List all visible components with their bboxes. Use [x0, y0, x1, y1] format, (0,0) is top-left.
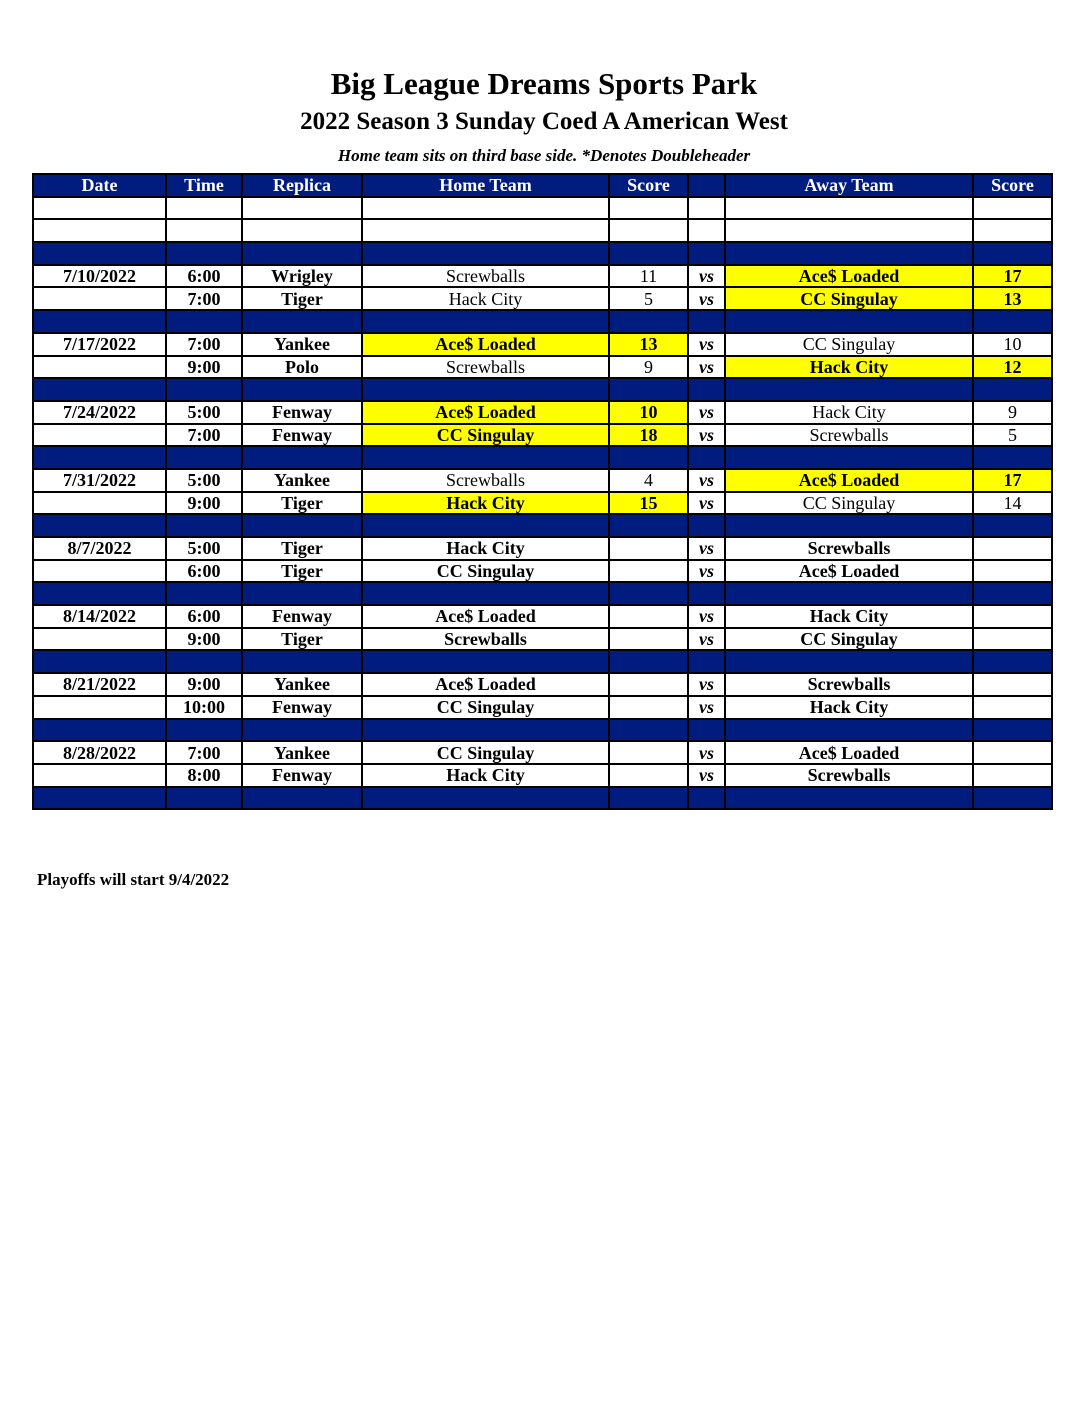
time-cell: 9:00 — [166, 673, 242, 696]
vs-cell: vs — [688, 424, 725, 447]
vs-cell: vs — [688, 605, 725, 628]
home-score-cell: 13 — [609, 333, 688, 356]
col-away-score: Score — [973, 174, 1052, 197]
home-score-cell: 15 — [609, 492, 688, 515]
time-cell: 7:00 — [166, 287, 242, 310]
col-time: Time — [166, 174, 242, 197]
away-score-cell — [973, 605, 1052, 628]
date-cell — [33, 287, 166, 310]
replica-cell: Fenway — [242, 424, 362, 447]
separator-row — [33, 514, 1052, 537]
away-team-cell: Ace$ Loaded — [725, 741, 973, 764]
date-cell: 8/21/2022 — [33, 673, 166, 696]
vs-cell: vs — [688, 764, 725, 787]
home-team-cell: Hack City — [362, 537, 609, 560]
vs-cell: vs — [688, 673, 725, 696]
away-team-cell: Ace$ Loaded — [725, 469, 973, 492]
home-team-cell: Ace$ Loaded — [362, 605, 609, 628]
away-score-cell: 10 — [973, 333, 1052, 356]
vs-cell: vs — [688, 401, 725, 424]
game-row — [33, 401, 1052, 424]
away-score-cell: 9 — [973, 401, 1052, 424]
vs-cell: vs — [688, 492, 725, 515]
home-score-cell — [609, 605, 688, 628]
replica-cell: Fenway — [242, 696, 362, 719]
time-cell: 7:00 — [166, 741, 242, 764]
replica-cell: Yankee — [242, 469, 362, 492]
home-team-cell: Ace$ Loaded — [362, 673, 609, 696]
home-team-cell: CC Singulay — [362, 424, 609, 447]
game-row — [33, 673, 1052, 696]
separator-row — [33, 446, 1052, 469]
replica-cell: Yankee — [242, 673, 362, 696]
home-score-cell: 11 — [609, 265, 688, 288]
game-row — [33, 469, 1052, 492]
vs-cell: vs — [688, 469, 725, 492]
replica-cell: Fenway — [242, 401, 362, 424]
separator-row — [33, 650, 1052, 673]
col-vs — [688, 174, 725, 197]
replica-cell: Tiger — [242, 287, 362, 310]
schedule-table — [32, 173, 1053, 810]
away-score-cell: 17 — [973, 469, 1052, 492]
date-cell — [33, 628, 166, 651]
date-cell: 8/7/2022 — [33, 537, 166, 560]
col-home-team: Home Team — [362, 174, 609, 197]
separator-row — [33, 242, 1052, 265]
date-cell: 8/14/2022 — [33, 605, 166, 628]
vs-cell: vs — [688, 696, 725, 719]
home-score-cell — [609, 741, 688, 764]
replica-cell: Tiger — [242, 537, 362, 560]
time-cell: 5:00 — [166, 401, 242, 424]
home-score-cell: 18 — [609, 424, 688, 447]
vs-cell: vs — [688, 560, 725, 583]
away-score-cell: 17 — [973, 265, 1052, 288]
game-row — [33, 492, 1052, 515]
time-cell: 6:00 — [166, 265, 242, 288]
home-score-cell: 9 — [609, 356, 688, 379]
vs-cell: vs — [688, 628, 725, 651]
time-cell: 7:00 — [166, 424, 242, 447]
page-subtitle: 2022 Season 3 Sunday Coed A American West — [300, 108, 788, 135]
home-score-cell: 10 — [609, 401, 688, 424]
home-score-cell — [609, 560, 688, 583]
col-home-score: Score — [609, 174, 688, 197]
away-team-cell: Ace$ Loaded — [725, 560, 973, 583]
home-score-cell: 5 — [609, 287, 688, 310]
time-cell: 6:00 — [166, 605, 242, 628]
schedule-note: Home team sits on third base side. *Denotes Doubleheader — [337, 146, 751, 165]
game-row — [33, 424, 1052, 447]
away-team-cell: Hack City — [725, 356, 973, 379]
date-cell: 8/28/2022 — [33, 741, 166, 764]
away-team-cell: Hack City — [725, 605, 973, 628]
home-score-cell — [609, 673, 688, 696]
home-team-cell: Screwballs — [362, 356, 609, 379]
playoffs-note: Playoffs will start 9/4/2022 — [37, 870, 230, 889]
date-cell — [33, 424, 166, 447]
game-row — [33, 333, 1052, 356]
home-score-cell — [609, 696, 688, 719]
header-row — [33, 174, 1052, 197]
game-row — [33, 605, 1052, 628]
date-cell — [33, 492, 166, 515]
away-score-cell — [973, 764, 1052, 787]
away-team-cell: CC Singulay — [725, 492, 973, 515]
away-score-cell — [973, 537, 1052, 560]
away-score-cell — [973, 673, 1052, 696]
away-team-cell: Screwballs — [725, 424, 973, 447]
home-team-cell: Screwballs — [362, 469, 609, 492]
away-team-cell: Screwballs — [725, 673, 973, 696]
date-cell: 7/10/2022 — [33, 265, 166, 288]
home-team-cell: CC Singulay — [362, 560, 609, 583]
away-team-cell: Screwballs — [725, 537, 973, 560]
away-score-cell — [973, 741, 1052, 764]
time-cell: 10:00 — [166, 696, 242, 719]
home-team-cell: Hack City — [362, 764, 609, 787]
date-cell: 7/31/2022 — [33, 469, 166, 492]
blank-row — [33, 219, 1052, 242]
time-cell: 5:00 — [166, 537, 242, 560]
home-team-cell: Screwballs — [362, 265, 609, 288]
col-replica: Replica — [242, 174, 362, 197]
time-cell: 7:00 — [166, 333, 242, 356]
separator-row — [33, 310, 1052, 333]
away-team-cell: Hack City — [725, 696, 973, 719]
replica-cell: Yankee — [242, 741, 362, 764]
game-row — [33, 265, 1052, 288]
date-cell: 7/17/2022 — [33, 333, 166, 356]
time-cell: 5:00 — [166, 469, 242, 492]
away-team-cell: Ace$ Loaded — [725, 265, 973, 288]
game-row — [33, 741, 1052, 764]
page-title: Big League Dreams Sports Park — [330, 66, 758, 101]
away-score-cell — [973, 628, 1052, 651]
home-team-cell: Screwballs — [362, 628, 609, 651]
date-cell — [33, 764, 166, 787]
date-cell — [33, 696, 166, 719]
away-team-cell: CC Singulay — [725, 628, 973, 651]
away-team-cell: Hack City — [725, 401, 973, 424]
replica-cell: Tiger — [242, 560, 362, 583]
replica-cell: Fenway — [242, 764, 362, 787]
home-team-cell: Hack City — [362, 492, 609, 515]
vs-cell: vs — [688, 265, 725, 288]
away-score-cell: 12 — [973, 356, 1052, 379]
game-row — [33, 356, 1052, 379]
home-team-cell: CC Singulay — [362, 696, 609, 719]
home-team-cell: Ace$ Loaded — [362, 333, 609, 356]
away-team-cell: Screwballs — [725, 764, 973, 787]
vs-cell: vs — [688, 356, 725, 379]
separator-row — [33, 719, 1052, 742]
blank-row — [33, 197, 1052, 220]
vs-cell: vs — [688, 537, 725, 560]
away-team-cell: CC Singulay — [725, 287, 973, 310]
vs-cell: vs — [688, 741, 725, 764]
game-row — [33, 560, 1052, 583]
replica-cell: Wrigley — [242, 265, 362, 288]
away-score-cell — [973, 560, 1052, 583]
replica-cell: Tiger — [242, 628, 362, 651]
col-date: Date — [33, 174, 166, 197]
game-row — [33, 764, 1052, 787]
game-row — [33, 537, 1052, 560]
home-team-cell: CC Singulay — [362, 741, 609, 764]
game-row — [33, 628, 1052, 651]
replica-cell: Tiger — [242, 492, 362, 515]
home-score-cell: 4 — [609, 469, 688, 492]
home-team-cell: Hack City — [362, 287, 609, 310]
time-cell: 9:00 — [166, 492, 242, 515]
game-row — [33, 287, 1052, 310]
separator-row — [33, 378, 1052, 401]
home-team-cell: Ace$ Loaded — [362, 401, 609, 424]
time-cell: 9:00 — [166, 356, 242, 379]
home-score-cell — [609, 628, 688, 651]
replica-cell: Fenway — [242, 605, 362, 628]
col-away-team: Away Team — [725, 174, 973, 197]
time-cell: 9:00 — [166, 628, 242, 651]
away-score-cell: 5 — [973, 424, 1052, 447]
replica-cell: Polo — [242, 356, 362, 379]
home-score-cell — [609, 764, 688, 787]
home-score-cell — [609, 537, 688, 560]
date-cell — [33, 356, 166, 379]
away-score-cell — [973, 696, 1052, 719]
vs-cell: vs — [688, 287, 725, 310]
vs-cell: vs — [688, 333, 725, 356]
away-score-cell: 14 — [973, 492, 1052, 515]
separator-row — [33, 787, 1052, 810]
separator-row — [33, 582, 1052, 605]
away-team-cell: CC Singulay — [725, 333, 973, 356]
time-cell: 8:00 — [166, 764, 242, 787]
away-score-cell: 13 — [973, 287, 1052, 310]
game-row — [33, 696, 1052, 719]
replica-cell: Yankee — [242, 333, 362, 356]
date-cell — [33, 560, 166, 583]
time-cell: 6:00 — [166, 560, 242, 583]
date-cell: 7/24/2022 — [33, 401, 166, 424]
